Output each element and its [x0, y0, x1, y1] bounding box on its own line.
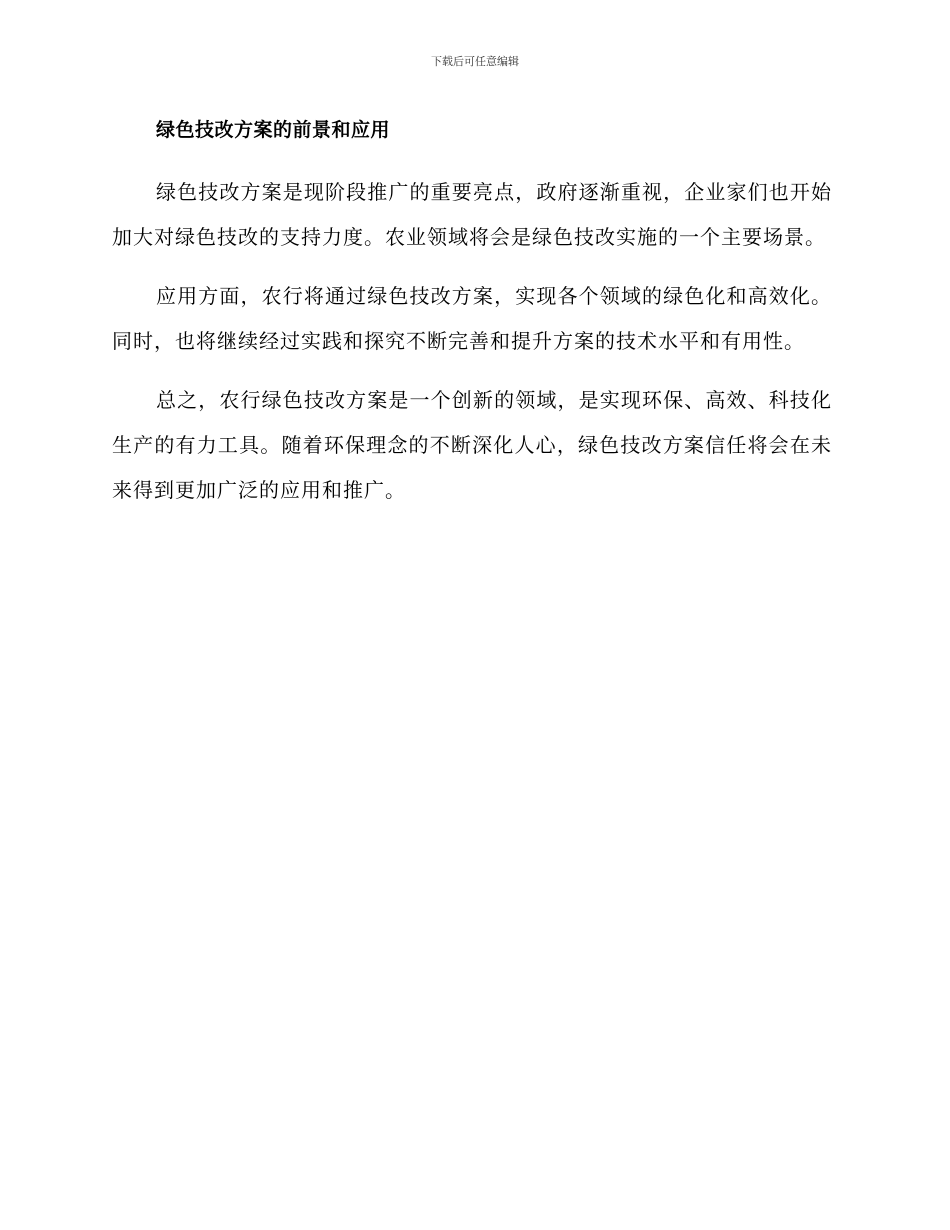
document-body [112, 114, 832, 527]
paragraph-conclusion: 总之，农行绿色技改方案是一个创新的领域，是实现环保、高效、科技化生产的有力工具。随着环保理念的不断深化人心，绿色技改方案信任将会在未来得到更加广泛的应用和推广。 [112, 388, 832, 502]
paragraph-application: 应用方面，农行将通过绿色技改方案，实现各个领域的绿色化和高效化。同时，也将继续经过实践和探究不断完善和提升方案的技术水平和有用性。 [112, 284, 832, 353]
paragraph-intro: 绿色技改方案是现阶段推广的重要亮点，政府逐渐重视，企业家们也开始加大对绿色技改的支持力度。农业领域将会是绿色技改实施的一个主要场景。 [112, 180, 832, 249]
document-title: 绿色技改方案的前景和应用 [156, 119, 391, 141]
page-header: 下载后可任意编辑 [431, 55, 519, 68]
